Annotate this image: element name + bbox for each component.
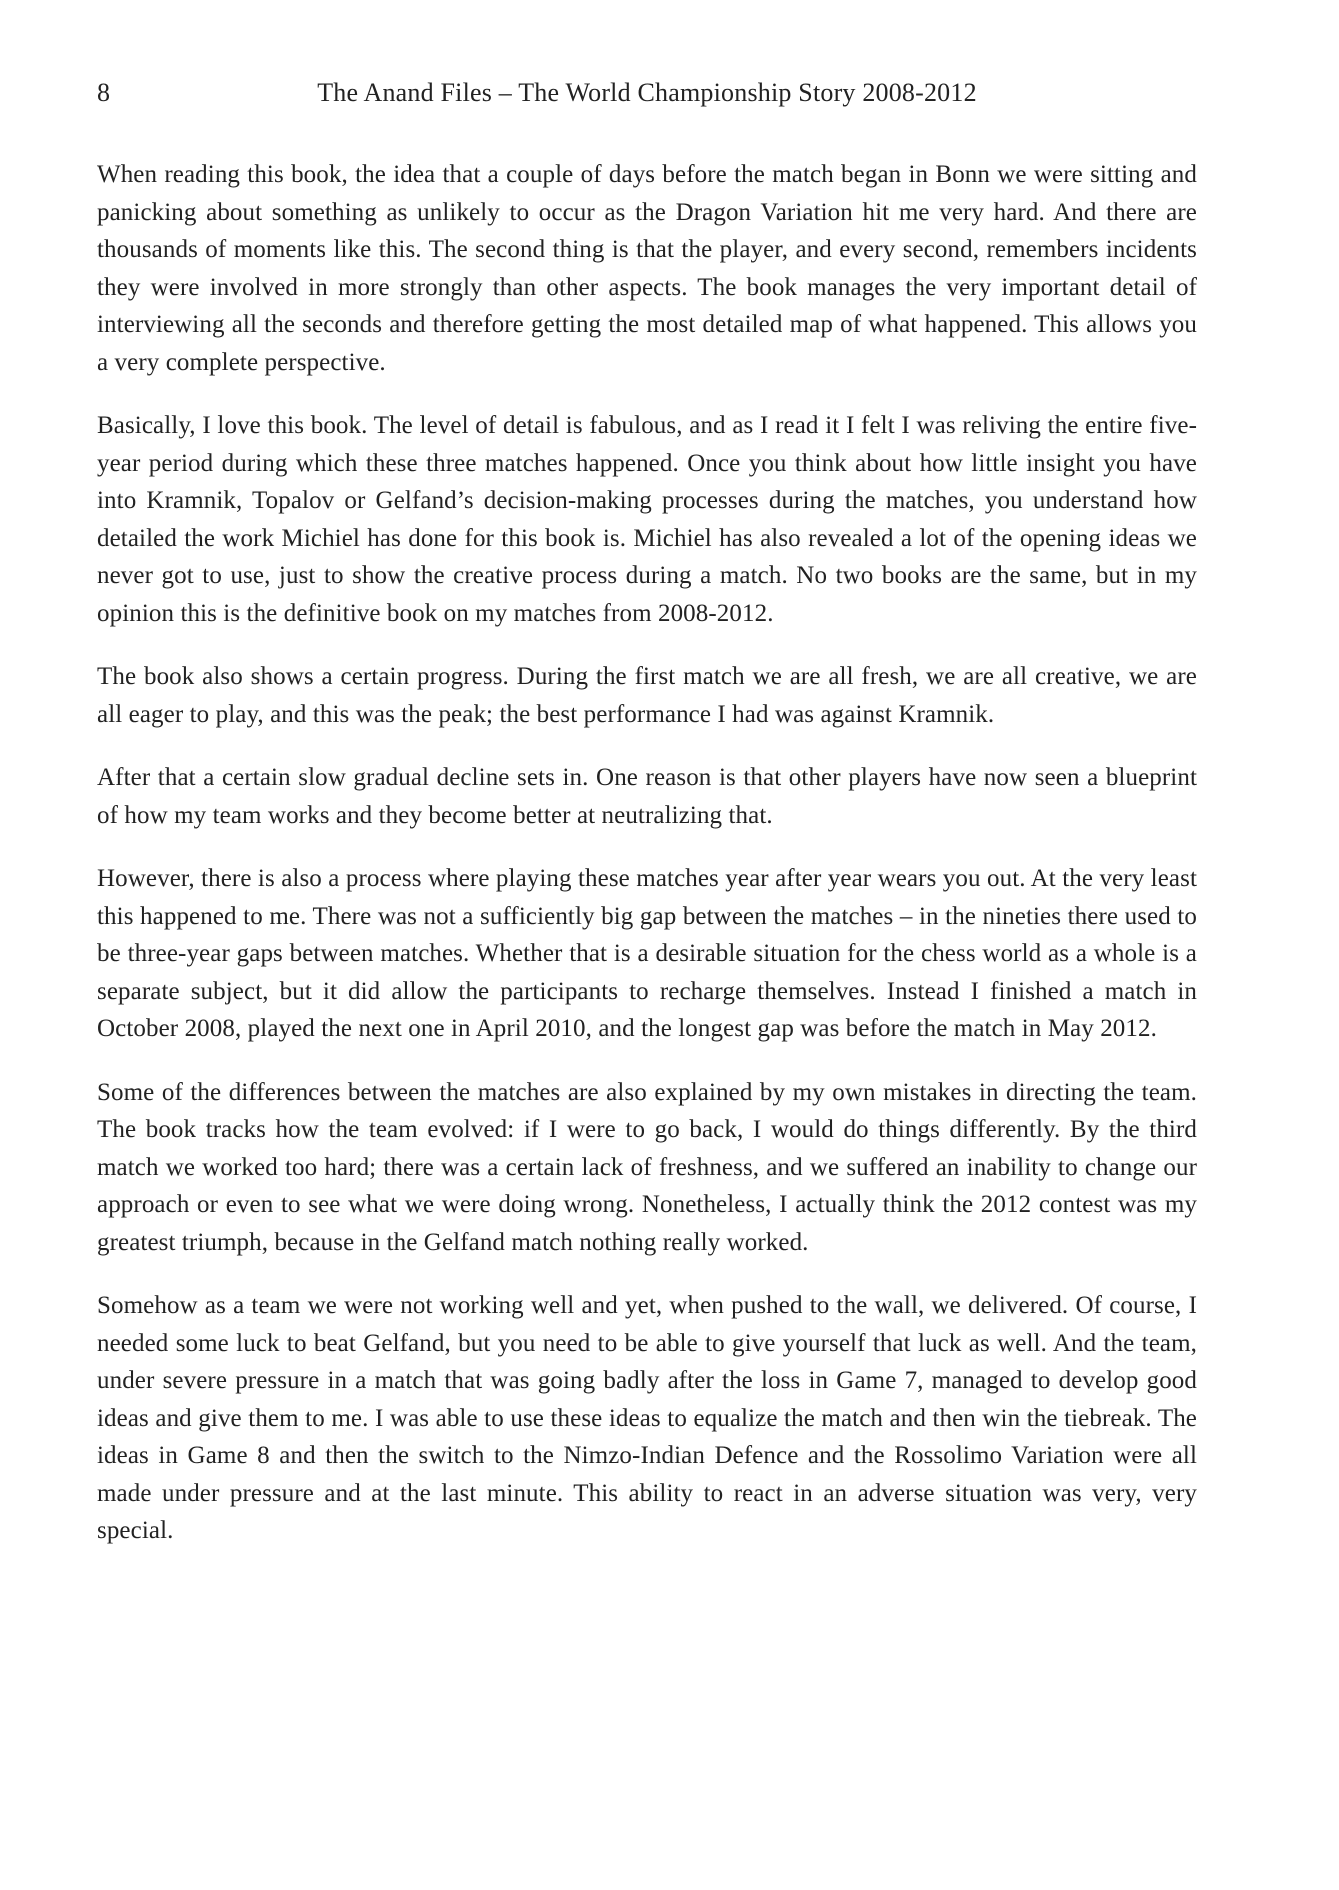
page-header [97,76,1197,110]
paragraph-2: Basically, I love this book. The level of detail is fabulous, and as I read it I felt I was reliving the entire five-year period during which these three matches happened. Once you think about how little insight you have into Kramnik, Topalov or Gelfand’s decision-making processes during the matches, you understand how detailed the work Michiel has done for this book is. Michiel has also revealed a lot of the opening ideas we never got to use, just to show the creative process during a match. No two books are the same, but in my opinion this is the definitive book on my matches from 2008-2012. [97,412,1197,627]
paragraph-6: Some of the differences between the matches are also explained by my own mistakes in directing the team. The book tracks how the team evolved: if I were to go back, I would do things differently. By the third match we worked too hard; there was a certain lack of freshness, and we suffered an inability to change our approach or even to see what we were doing wrong. Nonetheless, I actually think the 2012 contest was my greatest triumph, because in the Gelfand match nothing really worked. [97,1078,1197,1256]
paragraph-5: However, there is also a process where playing these matches year after year wears you out. At the very least this happened to me. There was not a sufficiently big gap between the matches – in the nineties there used to be three-year gaps between matches. Whether that is a desirable situation for the chess world as a whole is a separate subject, but it did allow the participants to recharge themselves. Instead I finished a match in October 2008, played the next one in April 2010, and the longest gap was before the match in May 2012. [97,865,1197,1042]
paragraph-4: After that a certain slow gradual decline sets in. One reason is that other players have now seen a blueprint of how my team works and they become better at neutralizing that. [97,764,1197,829]
paragraph-3: The book also shows a certain progress. During the first match we are all fresh, we are all creative, we are all eager to play, and this was the peak; the best performance I had was against Kramnik. [97,663,1197,728]
text-block [97,76,1197,1550]
page-body [97,156,1197,1550]
paragraph-7: Somehow as a team we were not working well and yet, when pushed to the wall, we delivered. Of course, I needed some luck to beat Gelfand, but you need to be able to give yourself that luck as well. And the team, under severe pressure in a match that was going badly after the loss in Game 7, managed to develop good ideas and give them to me. I was able to use these ideas to equalize the match and then win the tiebreak. The ideas in Game 8 and then the switch to the Nimzo-Indian Defence and the Rossolimo Variation were all made under pressure and at the last minute. This ability to react in an adverse situation was very, very special. [97,1292,1197,1544]
paragraph-1: When reading this book, the idea that a couple of days before the match began in Bonn we were sitting and panicking about something as unlikely to occur as the Dragon Variation hit me very hard. And there are thousands of moments like this. The second thing is that the player, and every second, remembers incidents they were involved in more strongly than other aspects. The book manages the very important detail of interviewing all the seconds and therefore getting the most detailed map of what happened. This allows you a very complete perspective. [97,161,1197,376]
page-number: 8 [97,78,110,107]
running-head: The Anand Files – The World Championship Story 2008-2012 [317,78,977,107]
